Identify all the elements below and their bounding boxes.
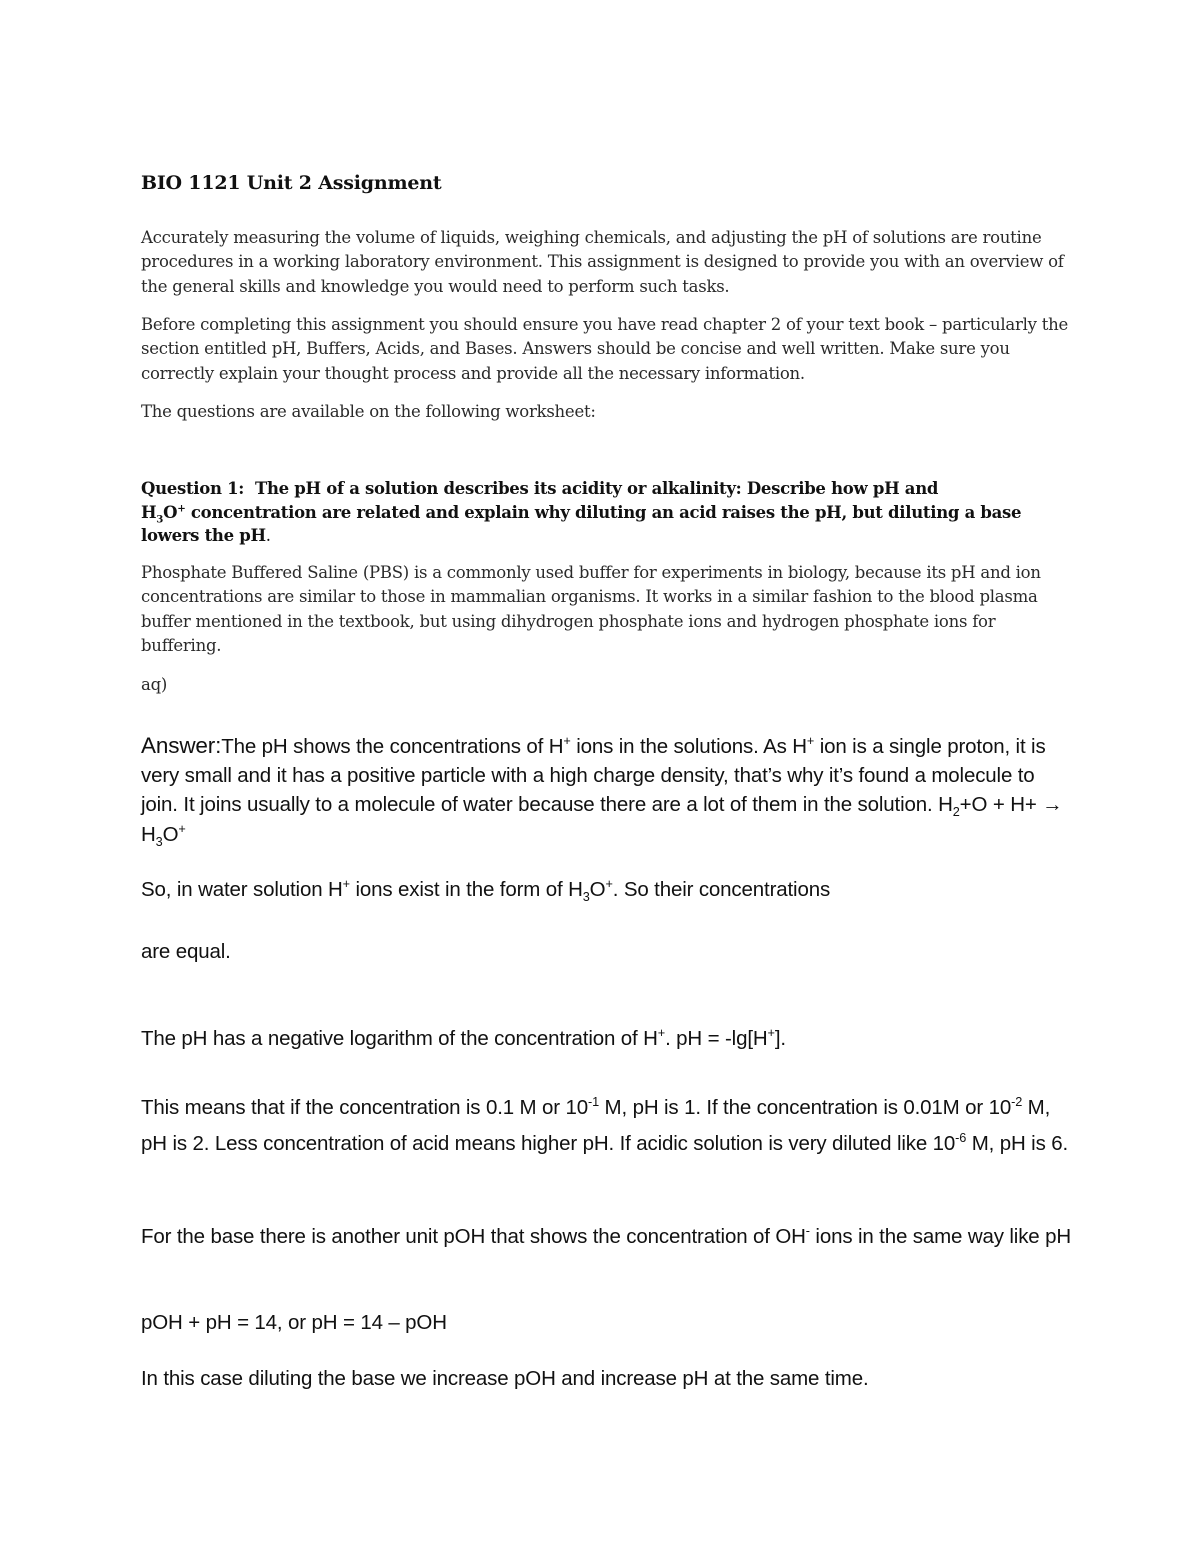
dilution-conclusion: In this case diluting the base we increase pOH and increase pH at the same time. (141, 1367, 869, 1390)
reaction-arrow: + → H (141, 793, 1063, 846)
pbs-paragraph: Phosphate Buffered Saline (PBS) is a commonly used buffer for experiments in biology, because its pH and ion concentrations are similar to those in mammalian organisms. It works in a similar fashion to the blood plasma buffer mentioned in the textbook, but using dihydrogen phosphate ions and hydrogen phosphate ions for buffering. (141, 563, 1041, 655)
answer-paragraph: Answer:The pH shows the concentrations of H+ ions in the solutions. As H+ ion is a single proton, it is very small and it has a positive particle with a high charge density, that’s why it’s found a molecule to join. It joins usually to a molecule of water because there are a lot of them in the solution. $H_2+O + H+ \to H_3O^+$ (141, 733, 1063, 849)
aq-label: aq) (141, 675, 168, 694)
poh-explanation: For the base there is another unit pOH that shows the concentration of OH- ions in the same way like pH (141, 1223, 1072, 1248)
question-1: Question 1: The pH of a solution describes its acidity or alkalinity: Describe how pH and $H_3O^+$ concentration are related and explain why diluting an acid raises the pH, but diluting a base lowers the pH. (141, 479, 1022, 545)
answer-label: Answer: (141, 733, 222, 758)
equal-statement: are equal. (141, 940, 231, 963)
reading-instructions-paragraph: Before completing this assignment you should ensure you have read chapter 2 of your text book – particularly the section entitled pH, Buffers, Acids, and Bases. Answers should be concise and well written. Make sure you correctly explain your thought process and provide all the necessary information. (141, 315, 1068, 383)
concentration-examples: This means that if the concentration is 0.1 M or $10^{-1}$ M, pH is 1. If the concentration is 0.01M or $10^{-2}$ M, pH is 2. Less concentration of acid means higher pH. If acidic solution is very diluted like $10^{-6}$ M, pH is 6. (141, 1094, 1069, 1155)
ph-definition: The pH has a negative logarithm of the concentration of H+. pH = -lg[H+]. (141, 1025, 786, 1050)
question-text: The pH of a solution describes its acidity or alkalinity: Describe how pH and (254, 479, 939, 498)
question-text-continued: concentration are related and explain why diluting an acid raises the pH, but diluting a base lowers the pH (141, 502, 1022, 545)
poh-equation: pOH + pH = 14, or pH = 14 – pOH (141, 1311, 447, 1334)
hydronium-statement: So, in water solution H+ ions exist in the form of $H_3O^+$. So their concentrations (141, 876, 831, 905)
assignment-title: BIO 1121 Unit 2 Assignment (141, 172, 442, 194)
intro-paragraph: Accurately measuring the volume of liquids, weighing chemicals, and adjusting the pH of solutions are routine procedures in a working laboratory environment. This assignment is designed to provide you with an overview of the general skills and knowledge you would need to perform such tasks. (141, 228, 1064, 296)
question-label: Question 1: (141, 479, 245, 498)
hydronium-h: H (141, 502, 157, 522)
worksheet-note: The questions are available on the following worksheet: (141, 402, 596, 421)
